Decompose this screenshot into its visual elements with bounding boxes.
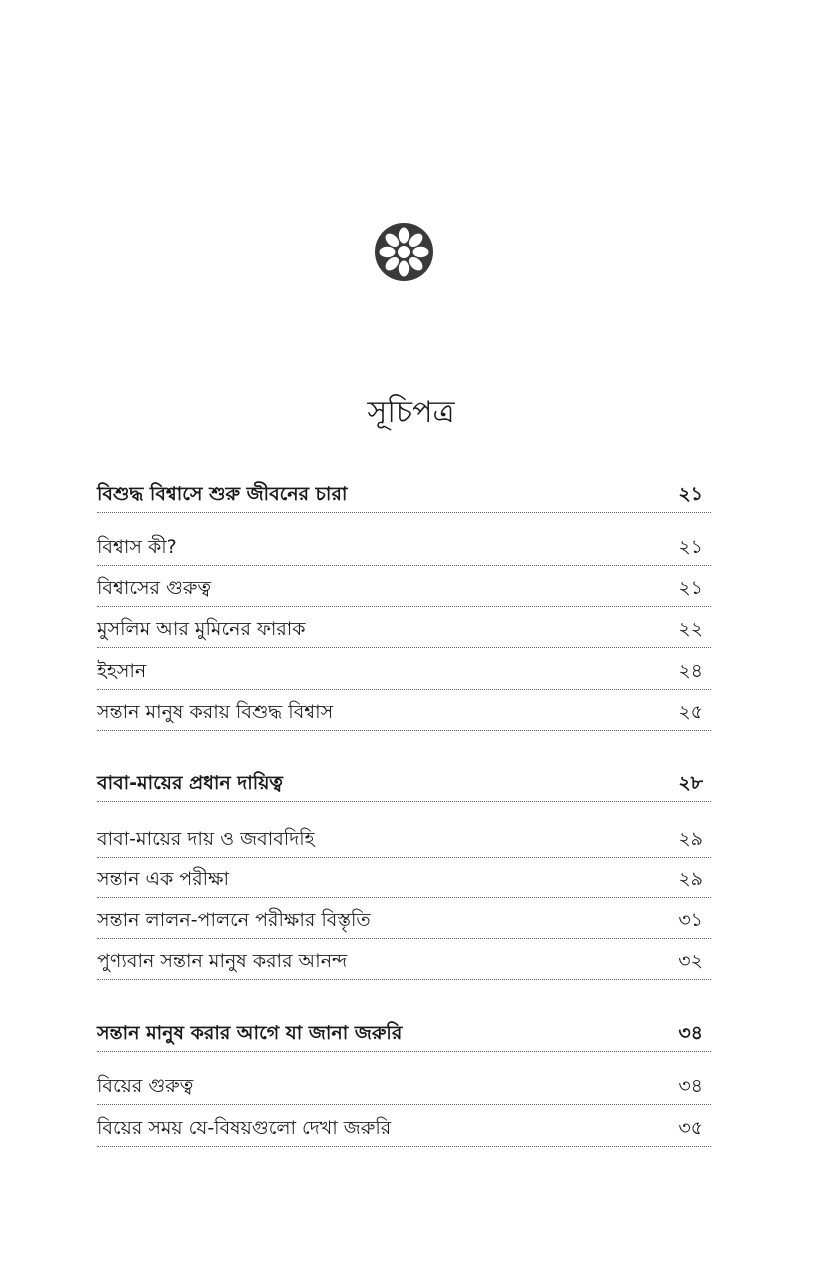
page-number: ২২ <box>678 618 703 640</box>
toc-chapter-row[interactable] <box>97 473 711 513</box>
toc-item-row[interactable] <box>97 899 711 939</box>
page-number: ২১ <box>678 577 703 599</box>
chapter-title: বাবা-মায়ের প্রধান দায়িত্ব <box>97 772 283 794</box>
item-title: ইহসান <box>97 660 147 682</box>
page-number: ২৯ <box>678 828 703 850</box>
page-number: ২১ <box>678 483 703 505</box>
page-number: ২১ <box>678 536 703 558</box>
toc-item-row[interactable] <box>97 608 711 648</box>
page-number: ৩১ <box>678 909 703 931</box>
item-title: বিশ্বাসের গুরুত্ব <box>97 577 211 599</box>
item-title: পুণ্যবান সন্তান মানুষ করার আনন্দ <box>97 950 348 972</box>
toc-chapter-row[interactable] <box>97 762 711 802</box>
page-number: ২৮ <box>678 772 703 794</box>
item-title: সন্তান এক পরীক্ষা <box>97 868 230 890</box>
toc-item-row[interactable] <box>97 1107 711 1147</box>
toc-item-row[interactable] <box>97 567 711 607</box>
page-number: ২৯ <box>678 868 703 890</box>
toc-item-row[interactable] <box>97 858 711 898</box>
toc-chapter-row[interactable] <box>97 1012 711 1052</box>
page-title: সূচিপত্র <box>367 395 455 430</box>
page-number: ৩৪ <box>678 1022 703 1044</box>
page-number: ২৫ <box>678 701 703 723</box>
page-number: ৩২ <box>678 950 703 972</box>
page-number: ৩৪ <box>678 1075 703 1097</box>
item-title: সন্তান লালন-পালনে পরীক্ষার বিস্তৃতি <box>97 909 371 931</box>
item-title: বিয়ের গুরুত্ব <box>97 1075 194 1097</box>
flower-wheel-icon <box>374 222 434 282</box>
chapter-title: বিশুদ্ধ বিশ্বাসে শুরু জীবনের চারা <box>97 483 348 505</box>
item-title: মুসলিম আর মুমিনের ফারাক <box>97 618 306 640</box>
toc-item-row[interactable] <box>97 1065 711 1105</box>
toc-item-row[interactable] <box>97 940 711 980</box>
item-title: সন্তান মানুষ করায় বিশুদ্ধ বিশ্বাস <box>97 701 334 723</box>
item-title: বিশ্বাস কী? <box>97 536 177 558</box>
toc-item-row[interactable] <box>97 526 711 566</box>
item-title: বিয়ের সময় যে-বিষয়গুলো দেখা জরুরি <box>97 1117 392 1139</box>
page-number: ৩৫ <box>678 1117 703 1139</box>
toc-item-row[interactable] <box>97 818 711 858</box>
page-number: ২৪ <box>678 660 703 682</box>
toc-item-row[interactable] <box>97 691 711 731</box>
toc-item-row[interactable] <box>97 650 711 690</box>
item-title: বাবা-মায়ের দায় ও জবাবদিহি <box>97 828 315 850</box>
chapter-title: সন্তান মানুষ করার আগে যা জানা জরুরি <box>97 1022 403 1044</box>
